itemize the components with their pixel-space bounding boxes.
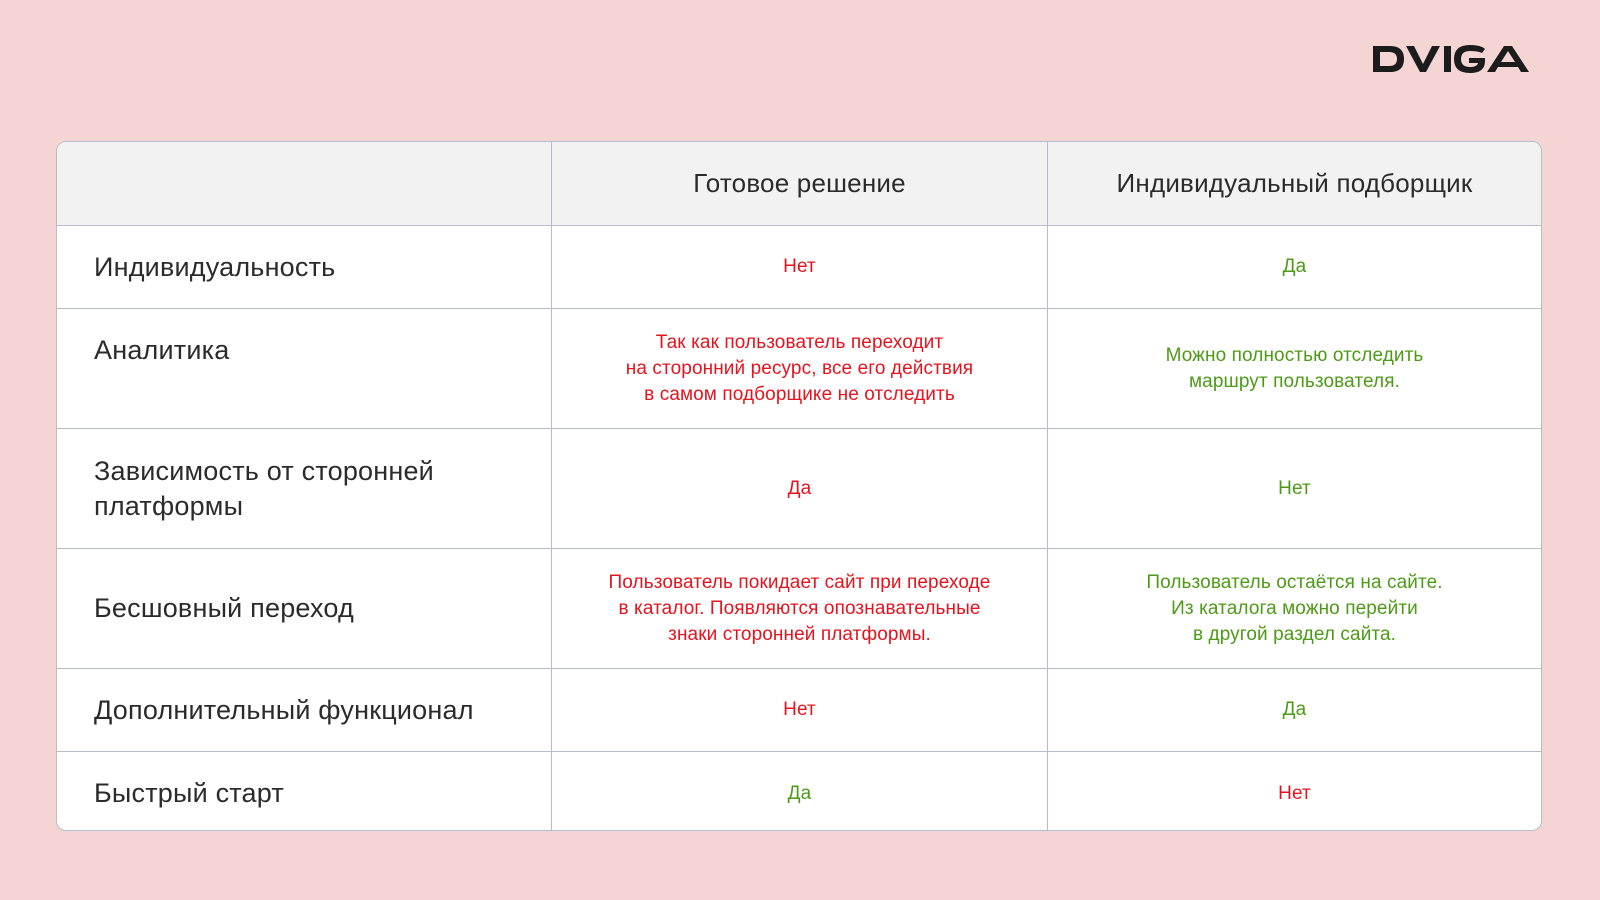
ready-solution-value: Нет xyxy=(552,669,1048,751)
table-row-analytics xyxy=(57,309,1541,429)
dviga-logo-mark xyxy=(1373,44,1545,74)
row-label: Аналитика xyxy=(57,309,552,428)
row-label: Зависимость от сторонней платформы xyxy=(57,429,552,548)
table-row-extra-functionality xyxy=(57,669,1541,752)
custom-picker-value: Можно полностью отследить маршрут пользователя. xyxy=(1165,344,1424,392)
table-row-individuality xyxy=(57,226,1541,309)
ready-solution-value: Так как пользователь переходит на сторонний ресурс, все его действия в самом подборщике не отследить xyxy=(552,309,1048,428)
custom-picker-value: Да xyxy=(1282,256,1307,277)
table-row-quick-start xyxy=(57,752,1541,831)
row-label: Бесшовный переход xyxy=(57,549,552,668)
ready-solution-value: Да xyxy=(552,429,1048,548)
dviga-logo xyxy=(1373,44,1545,74)
table-header-row xyxy=(57,142,1541,226)
ready-solution-value: Нет xyxy=(552,226,1048,308)
ready-solution-value: Да xyxy=(552,752,1048,831)
header-cell-ready-solution: Готовое решение xyxy=(552,142,1048,225)
custom-picker-value: Да xyxy=(1282,699,1307,720)
header-cell-empty xyxy=(57,142,552,225)
comparison-table xyxy=(56,141,1542,831)
table-row-platform-dependency xyxy=(57,429,1541,549)
row-label: Дополнительный функционал xyxy=(57,669,552,751)
ready-solution-value: Пользователь покидает сайт при переходе в каталог. Появляются опознавательные знаки сторонней платформы. xyxy=(552,549,1048,668)
table-row-seamless-transition xyxy=(57,549,1541,669)
custom-picker-value: Нет xyxy=(1278,477,1311,499)
custom-picker-value: Пользователь остаётся на сайте. Из каталога можно перейти в другой раздел сайта. xyxy=(1146,571,1443,645)
header-cell-custom-picker: Индивидуальный подборщик xyxy=(1116,168,1473,198)
custom-picker-value: Нет xyxy=(1278,782,1311,804)
row-label: Быстрый старт xyxy=(57,752,552,831)
row-label: Индивидуальность xyxy=(57,226,552,308)
